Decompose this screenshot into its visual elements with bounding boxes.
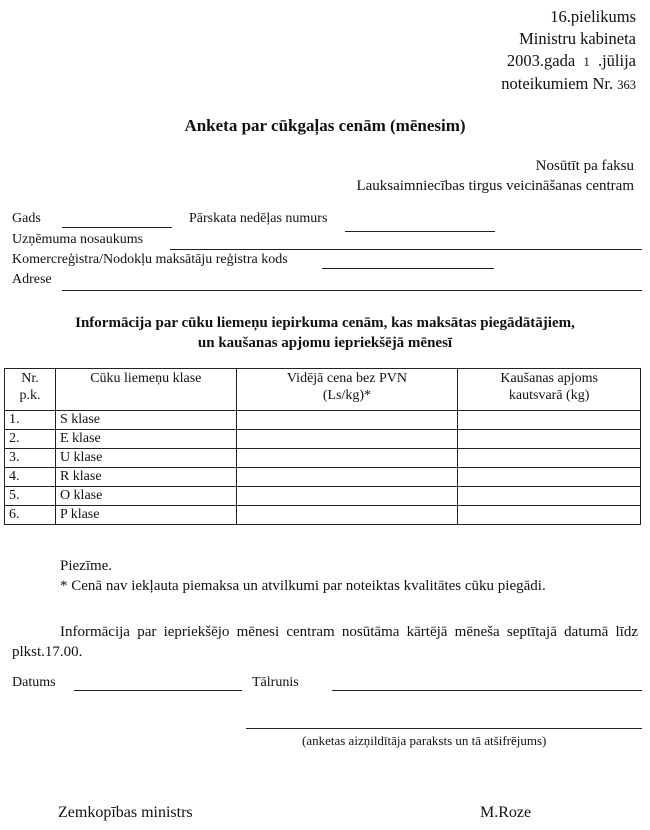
row-volume-cell[interactable] bbox=[458, 430, 641, 449]
note-text: * Cenā nav iekļauta piemaksa un atvilkumi par noteiktas kvalitātes cūku piegādi. bbox=[60, 578, 546, 594]
minister-name: M.Roze bbox=[480, 804, 532, 821]
signature-field[interactable] bbox=[246, 728, 642, 729]
date-label: Datums bbox=[12, 675, 56, 690]
subtitle-line1: Informācija par cūku liemeņu iepirkuma cenām, kas maksātas piegādātājiem, bbox=[75, 315, 575, 331]
address-field[interactable] bbox=[62, 290, 642, 291]
row-price-cell[interactable] bbox=[236, 506, 458, 525]
date-line bbox=[501, 50, 636, 73]
row-nr: 5. bbox=[5, 487, 56, 506]
annex-number: 16.pielikums bbox=[550, 7, 636, 26]
year-field[interactable] bbox=[62, 227, 172, 228]
row-price-cell[interactable] bbox=[236, 449, 458, 468]
date-suffix: .jūlija bbox=[597, 51, 636, 70]
price-table bbox=[4, 368, 641, 525]
table-header-row bbox=[5, 369, 641, 411]
registry-label: Komercreģistra/Nodokļu maksātāju reģistra kods bbox=[12, 252, 288, 267]
row-class: R klase bbox=[55, 468, 236, 487]
header-price bbox=[236, 369, 458, 411]
date-prefix: 2003.gada bbox=[506, 51, 576, 70]
header-nr bbox=[5, 369, 56, 411]
table-subtitle bbox=[0, 313, 650, 353]
row-volume-cell[interactable] bbox=[458, 487, 641, 506]
header-volume-line2: kautsvarā (kg) bbox=[508, 388, 590, 403]
header-class bbox=[55, 369, 236, 411]
row-nr: 2. bbox=[5, 430, 56, 449]
table-row bbox=[5, 468, 641, 487]
company-label: Uzņēmuma nosaukums bbox=[12, 232, 144, 247]
row-class: O klase bbox=[55, 487, 236, 506]
company-field[interactable] bbox=[170, 249, 642, 250]
row-class: U klase bbox=[55, 449, 236, 468]
annex-header bbox=[501, 6, 636, 96]
table-row bbox=[5, 506, 641, 525]
row-class: P klase bbox=[55, 506, 236, 525]
row-price-cell[interactable] bbox=[236, 430, 458, 449]
table-row bbox=[5, 449, 641, 468]
row-price-cell[interactable] bbox=[236, 487, 458, 506]
regulation-line bbox=[501, 73, 636, 96]
recipient-line1: Nosūtīt pa faksu bbox=[535, 158, 634, 174]
header-price-line2: (Ls/kg)* bbox=[322, 388, 372, 403]
row-price-cell[interactable] bbox=[236, 468, 458, 487]
year-label: Gads bbox=[12, 211, 41, 226]
row-nr: 4. bbox=[5, 468, 56, 487]
note-block bbox=[60, 556, 546, 596]
row-class: S klase bbox=[55, 411, 236, 430]
header-volume-line1: Kaušanas apjoms bbox=[500, 371, 598, 386]
row-class: E klase bbox=[55, 430, 236, 449]
address-label: Adrese bbox=[12, 272, 52, 287]
row-volume-cell[interactable] bbox=[458, 411, 641, 430]
row-volume-cell[interactable] bbox=[458, 468, 641, 487]
recipient-block bbox=[356, 156, 634, 196]
header-nr-line2: p.k. bbox=[19, 388, 41, 403]
phone-label: Tālrunis bbox=[252, 675, 299, 690]
row-nr: 3. bbox=[5, 449, 56, 468]
cabinet-line: Ministru kabineta bbox=[519, 29, 636, 48]
date-day: 1 bbox=[583, 55, 590, 69]
row-price-cell[interactable] bbox=[236, 411, 458, 430]
recipient-line2: Lauksaimniecības tirgus veicināšanas centram bbox=[356, 178, 634, 194]
header-nr-line1: Nr. bbox=[21, 371, 39, 386]
header-price-line1: Vidējā cena bez PVN bbox=[286, 371, 407, 386]
phone-field[interactable] bbox=[332, 690, 642, 691]
minister-position: Zemkopības ministrs bbox=[58, 804, 193, 821]
form-title: Anketa par cūkgaļas cenām (mēnesim) bbox=[184, 116, 466, 135]
row-nr: 6. bbox=[5, 506, 56, 525]
subtitle-line2: un kaušanas apjomu iepriekšējā mēnesī bbox=[197, 335, 453, 351]
week-label: Pārskata nedēļas numurs bbox=[189, 211, 328, 226]
table-row bbox=[5, 411, 641, 430]
registry-field[interactable] bbox=[322, 268, 494, 269]
row-nr: 1. bbox=[5, 411, 56, 430]
header-volume bbox=[458, 369, 641, 411]
week-field[interactable] bbox=[345, 231, 495, 232]
row-volume-cell[interactable] bbox=[458, 449, 641, 468]
table-row bbox=[5, 487, 641, 506]
signature-caption: (anketas aizņildītāja paraksts un tā atšifrējums) bbox=[302, 733, 547, 748]
instruction-text: Informācija par iepriekšējo mēnesi centram nosūtāma kārtējā mēneša septītajā datumā līdz plkst.17.00. bbox=[12, 624, 638, 660]
header-class-line1: Cūku liemeņu klase bbox=[90, 371, 202, 386]
row-volume-cell[interactable] bbox=[458, 506, 641, 525]
date-field[interactable] bbox=[74, 690, 242, 691]
regulation-number: 363 bbox=[617, 78, 636, 92]
table-row bbox=[5, 430, 641, 449]
note-heading: Piezīme. bbox=[60, 558, 113, 574]
regulation-prefix: noteikumiem Nr. bbox=[501, 74, 614, 93]
